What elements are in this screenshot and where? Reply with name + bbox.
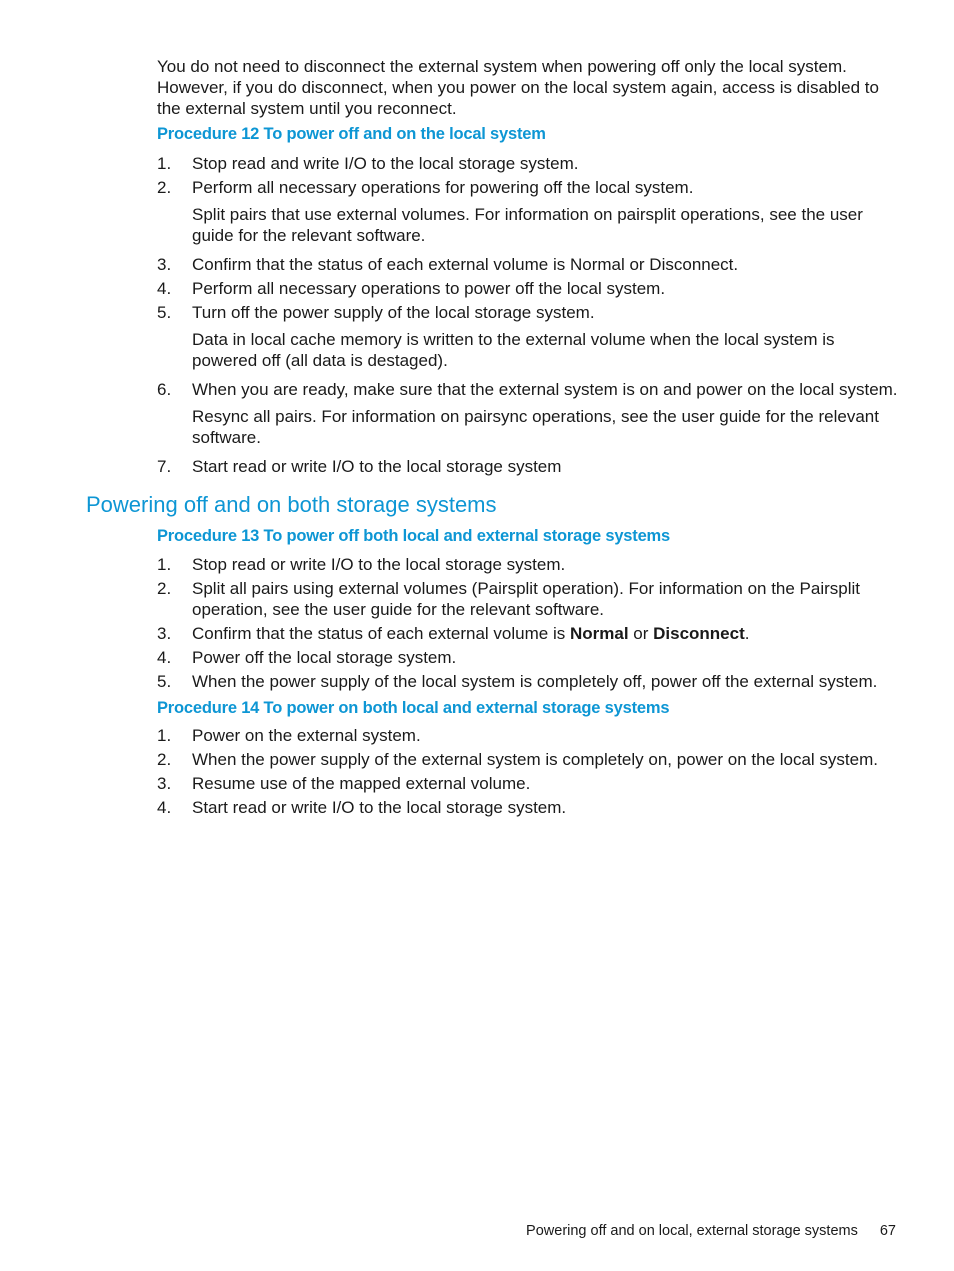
- step-text: Stop read and write I/O to the local storage system.: [192, 154, 579, 173]
- step-number: 4.: [157, 648, 172, 667]
- step-number: 3.: [157, 624, 172, 643]
- status-disconnect: Disconnect: [653, 624, 745, 643]
- step-text-part: .: [744, 624, 750, 643]
- step-text: When the power supply of the local system is completely off, power off the external system.: [192, 672, 878, 691]
- list-item: [157, 749, 902, 770]
- step-number: 6.: [157, 380, 172, 399]
- list-item: [157, 153, 902, 174]
- step-number: 2.: [157, 579, 172, 598]
- step-number: 5.: [157, 303, 172, 322]
- step-text-part: Confirm that the status of each external volume is: [192, 624, 570, 643]
- list-item: [157, 773, 902, 794]
- step-number: 4.: [157, 279, 172, 298]
- procedure-12-title: Procedure 12 To power off and on the local system: [157, 125, 546, 143]
- page-number: 67: [879, 1223, 896, 1239]
- procedure-13-title: Procedure 13 To power off both local and external storage systems: [157, 527, 671, 545]
- step-number: 7.: [157, 457, 172, 476]
- step-number: 1.: [157, 555, 172, 574]
- step-number: 1.: [157, 154, 172, 173]
- step-text: Start read or write I/O to the local storage system.: [192, 798, 567, 817]
- step-text: Turn off the power supply of the local storage system.: [192, 303, 595, 322]
- list-item: [157, 578, 902, 620]
- step-number: 2.: [157, 178, 172, 197]
- step-number: 3.: [157, 255, 172, 274]
- step-text: Start read or write I/O to the local storage system: [192, 457, 562, 476]
- step-text: Stop read or write I/O to the local storage system.: [192, 555, 566, 574]
- section-title: Powering off and on both storage systems: [86, 492, 497, 517]
- list-item: [157, 797, 902, 818]
- step-note: Resync all pairs. For information on pairsync operations, see the user guide for the relevant software.: [192, 407, 879, 447]
- list-item: [157, 671, 902, 692]
- step-text: Resume use of the mapped external volume.: [192, 774, 531, 793]
- step-text: Power on the external system.: [192, 726, 421, 745]
- footer-title: Powering off and on local, external storage systems: [526, 1223, 858, 1239]
- list-item: [157, 302, 902, 323]
- step-text: When the power supply of the external system is completely on, power on the local system.: [192, 750, 878, 769]
- page-footer: [526, 1222, 896, 1240]
- intro-paragraph: You do not need to disconnect the external system when powering off only the local system. However, if you do disconnect, when you power on the local system again, access is disabled to the external system until you reconnect.: [157, 57, 879, 118]
- step-number: 2.: [157, 750, 172, 769]
- step-text: Perform all necessary operations for powering off the local system.: [192, 178, 694, 197]
- list-item: [157, 254, 902, 275]
- step-text: Confirm that the status of each external volume is Normal or Disconnect.: [192, 255, 739, 274]
- list-item: [157, 456, 902, 477]
- step-note: Data in local cache memory is written to the external volume when the local system is powered off (all data is destaged).: [192, 330, 835, 370]
- step-number: 5.: [157, 672, 172, 691]
- list-item: [157, 177, 902, 198]
- step-number: 3.: [157, 774, 172, 793]
- status-normal: Normal: [569, 624, 629, 643]
- step-number: 4.: [157, 798, 172, 817]
- list-item: [157, 725, 902, 746]
- step-text-part: or: [628, 624, 654, 643]
- list-item: [157, 278, 902, 299]
- list-item: [157, 379, 902, 400]
- step-text: [192, 623, 902, 644]
- step-text: Power off the local storage system.: [192, 648, 457, 667]
- list-item: [157, 647, 902, 668]
- list-item: [157, 554, 902, 575]
- step-text: When you are ready, make sure that the external system is on and power on the local system.: [192, 380, 898, 399]
- list-item: [157, 623, 902, 644]
- procedure-14-title: Procedure 14 To power on both local and external storage systems: [157, 699, 670, 717]
- step-text: Perform all necessary operations to power off the local system.: [192, 279, 666, 298]
- step-text: Split all pairs using external volumes (Pairsplit operation). For information on the Pairsplit operation, see the user guide for the relevant software.: [192, 579, 861, 619]
- step-note: Split pairs that use external volumes. For information on pairsplit operations, see the user guide for the relevant software.: [192, 205, 863, 245]
- step-number: 1.: [157, 726, 172, 745]
